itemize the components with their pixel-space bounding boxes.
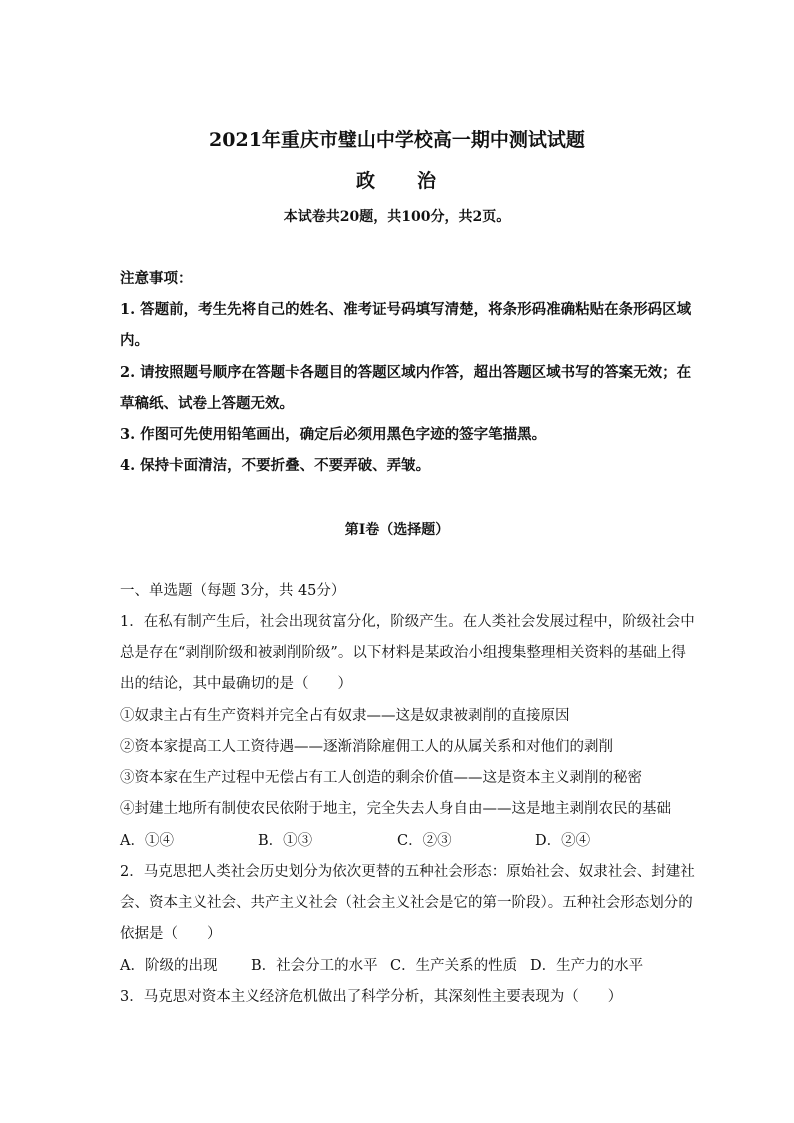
subject-char-1: 政 — [355, 170, 377, 192]
section-title: 第I卷（选择题） — [344, 522, 450, 538]
q1-option-d: D．②④ — [535, 833, 591, 849]
note-line: 2. 请按照题号顺序在答题卡各题目的答题区域内作答，超出答题区域书写的答案无效；在 — [120, 364, 692, 381]
subject-char-2: 治 — [417, 170, 439, 192]
note-line: 1. 答题前，考生先将自己的姓名、准考证号码填写清楚，将条形码准确粘贴在条形码区域 — [120, 301, 692, 318]
q2-option-b: B．社会分工的水平 — [251, 958, 378, 974]
note-line: 4. 保持卡面清洁，不要折叠、不要弄破、弄皱。 — [120, 457, 431, 474]
part-heading: 一、单选题（每题 3分，共 45分） — [120, 583, 346, 599]
question-1-item: ②资本家提高工人工资待遇——逐渐消除雇佣工人的从属关系和对他们的剥削 — [120, 739, 613, 755]
question-2-line: 2．马克思把人类社会历史划分为依次更替的五种社会形态：原始社会、奴隶社会、封建社 — [120, 864, 695, 880]
question-1-item: ①奴隶主占有生产资料并完全占有奴隶——这是奴隶被剥削的直接原因 — [120, 708, 570, 724]
question-1-item: ④封建土地所有制使农民依附于地主，完全失去人身自由——这是地主剥削农民的基础 — [120, 801, 671, 817]
question-2-line: 会、资本主义社会、共产主义社会（社会主义社会是它的第一阶段）。五种社会形态划分的 — [120, 895, 693, 911]
note-line: 3. 作图可先使用铅笔画出，确定后必须用黑色字迹的签字笔描黑。 — [120, 426, 547, 443]
question-1-line: 1．在私有制产生后，社会出现贫富分化，阶级产生。在人类社会发展过程中，阶级社会中 — [120, 614, 695, 630]
question-1-line: 出的结论，其中最确切的是（ ） — [120, 676, 352, 692]
q1-option-a: A．①④ — [120, 833, 174, 849]
notes-heading: 注意事项： — [120, 270, 193, 287]
exam-title: 2021年重庆市璧山中学校高一期中测试试题 — [209, 129, 585, 151]
question-1-item: ③资本家在生产过程中无偿占有工人创造的剩余价值——这是资本主义剥削的秘密 — [120, 770, 642, 786]
subject-title — [0, 168, 794, 194]
question-2-line: 依据是（ ） — [120, 926, 222, 942]
note-line: 草稿纸、试卷上答题无效。 — [120, 395, 294, 412]
question-3-line: 3．马克思对资本主义经济危机做出了科学分析，其深刻性主要表现为（ ） — [120, 989, 623, 1005]
q2-option-c: C．生产关系的性质 — [390, 958, 518, 974]
question-1-line: 总是存在“剥削阶级和被剥削阶级”。以下材料是某政治小组搜集整理相关资料的基础上得 — [120, 645, 686, 661]
q1-option-c: C．②③ — [397, 833, 452, 849]
exam-info: 本试卷共20题，共100分，共2页。 — [283, 209, 511, 225]
q2-option-d: D．生产力的水平 — [530, 958, 644, 974]
note-line: 内。 — [120, 332, 149, 349]
q1-option-b: B．①③ — [258, 833, 313, 849]
q2-option-a: A．阶级的出现 — [120, 958, 218, 974]
